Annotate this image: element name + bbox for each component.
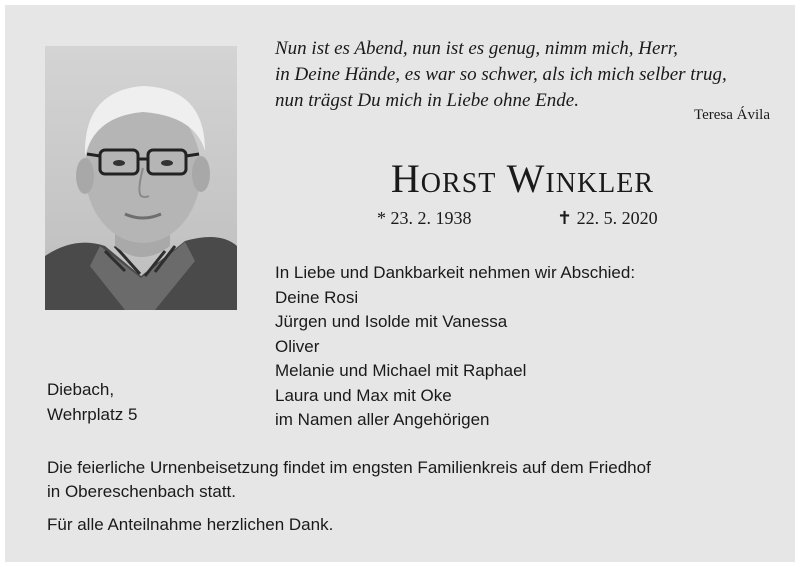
mourner-name: Jürgen und Isolde mit Vanessa [275,312,508,331]
mourners-intro: In Liebe und Dankbarkeit nehmen wir Abschied: [275,263,636,282]
footer-text [47,456,651,537]
portrait-photo [45,46,237,310]
mourner-name: Deine Rosi [275,287,359,307]
poem [275,36,775,114]
poem-author: Teresa Ávila [694,107,770,123]
poem-line: in Deine Hände, es war so schwer, als ich mich selber trug, [275,64,727,85]
mourner-name: Oliver [275,336,320,356]
address-line: Diebach, [47,380,115,399]
burial-notice-line: Die feierliche Urnenbeisetzung findet im engsten Familienkreis auf dem Friedhof [47,458,651,477]
burial-notice-line: in Obereschenbach statt. [47,482,237,501]
mourner-name: Laura und Max mit Oke [275,385,452,405]
address [47,378,137,427]
thanks-note: Für alle Anteilnahme herzlichen Dank. [47,515,334,534]
death-date: ✝ 22. 5. 2020 [557,208,658,228]
birth-date: * 23. 2. 1938 [377,208,472,228]
address-line: Wehrplatz 5 [47,404,138,424]
deceased-name: Horst Winkler [390,156,655,201]
mourners-list [275,261,635,433]
mourner-name: im Namen aller Angehörigen [275,410,490,429]
poem-line: Nun ist es Abend, nun ist es genug, nimm mich, Herr, [275,38,678,59]
poem-line: nun trägst Du mich in Liebe ohne Ende. [275,90,579,111]
mourner-name: Melanie und Michael mit Raphael [275,361,527,380]
